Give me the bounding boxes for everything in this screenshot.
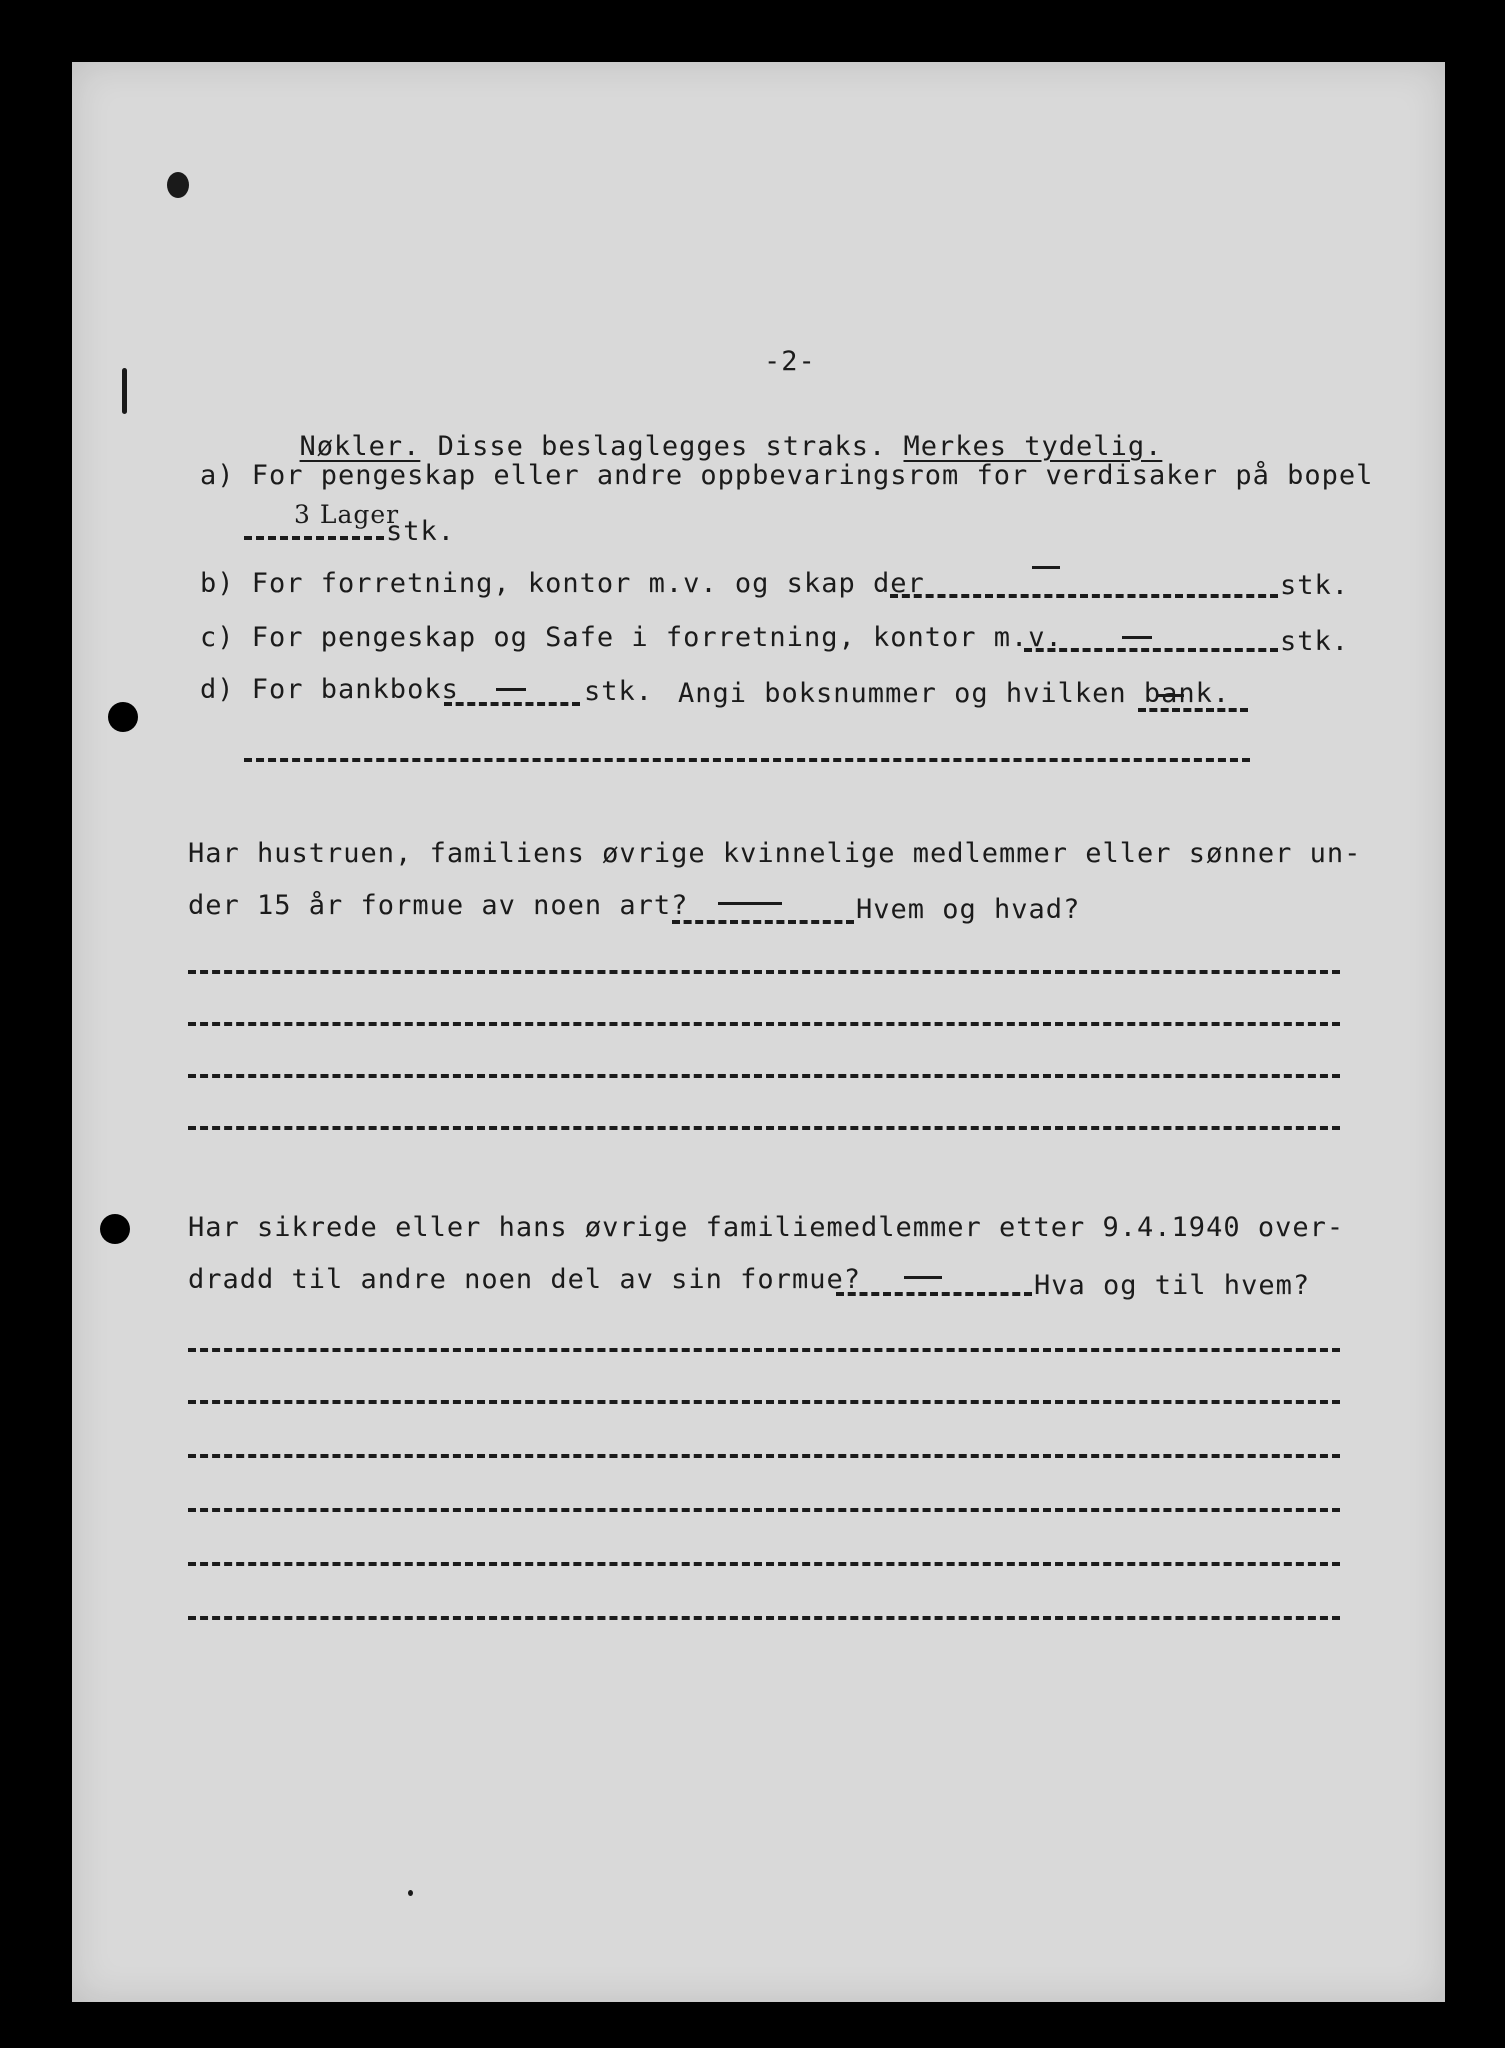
ink-smudge: [167, 172, 189, 198]
item-d-bank-answer-dash: [1158, 694, 1184, 697]
question1-line2-suffix: Hvem og hvad?: [856, 894, 1081, 925]
item-b-blank: [890, 594, 1278, 598]
question2-blank-line-5: [188, 1562, 1340, 1566]
heading-emphasis: Merkes tydelig.: [903, 431, 1163, 462]
question1-answer-blank: [672, 920, 854, 924]
question1-blank-line-1: [188, 970, 1340, 974]
item-d-answer-dash: [496, 688, 526, 691]
question1-line2-prefix: der 15 år formue av noen art?: [188, 890, 689, 921]
page-number: -2-: [764, 346, 816, 377]
item-c-blank: [1024, 648, 1278, 652]
item-c-text: c) For pengeskap og Safe i forretning, kontor m.v.: [200, 622, 1063, 653]
question1-blank-line-2: [188, 1022, 1340, 1026]
item-d-blank-bank: [1138, 708, 1248, 712]
document-page: [72, 62, 1445, 2002]
question2-answer-dash: [904, 1276, 942, 1279]
question2-blank-line-2: [188, 1400, 1340, 1404]
question2-blank-line-6: [188, 1616, 1340, 1620]
item-d-unit: stk.: [584, 676, 654, 707]
question2-answer-blank: [836, 1292, 1032, 1296]
item-d-question: Angi boksnummer og hvilken bank.: [678, 678, 1231, 709]
question1-line1: Har hustruen, familiens øvrige kvinnelige medlemmer eller sønner un-: [188, 838, 1362, 869]
item-a-blank: [244, 536, 384, 540]
item-a-text: a) For pengeskap eller andre oppbevaringsrom for verdisaker på bopel: [200, 460, 1374, 491]
question1-blank-line-3: [188, 1074, 1340, 1078]
item-d-blank-count: [444, 702, 580, 706]
punch-hole-bottom: [100, 1214, 130, 1244]
item-a-handwritten: 3 Lager: [294, 500, 400, 529]
question2-blank-line-1: [188, 1348, 1340, 1352]
heading-title: Nøkler.: [299, 431, 421, 462]
question2-blank-line-4: [188, 1508, 1340, 1512]
punch-hole-top: [108, 702, 138, 732]
item-a-unit: stk.: [386, 516, 456, 547]
question1-answer-dash: [718, 902, 782, 905]
item-b-text: b) For forretning, kontor m.v. og skap der: [200, 568, 925, 599]
question1-blank-line-4: [188, 1126, 1340, 1130]
ink-mark: [122, 368, 127, 414]
question2-line2-prefix: dradd til andre noen del av sin formue?: [188, 1264, 861, 1295]
item-b-answer-dash: [1032, 566, 1060, 569]
item-d-blank-line: [244, 758, 1250, 762]
question2-blank-line-3: [188, 1454, 1340, 1458]
item-c-unit: stk.: [1280, 626, 1350, 657]
item-c-answer-dash: [1122, 636, 1152, 639]
question2-line1: Har sikrede eller hans øvrige familiemedlemmer etter 9.4.1940 over-: [188, 1212, 1345, 1243]
heading-text: Disse beslaglegges straks.: [420, 431, 904, 462]
item-d-prefix: d) For bankboks: [200, 674, 459, 705]
item-b-unit: stk.: [1280, 570, 1350, 601]
ink-dot: [408, 1890, 413, 1896]
question2-line2-suffix: Hva og til hvem?: [1034, 1270, 1311, 1301]
